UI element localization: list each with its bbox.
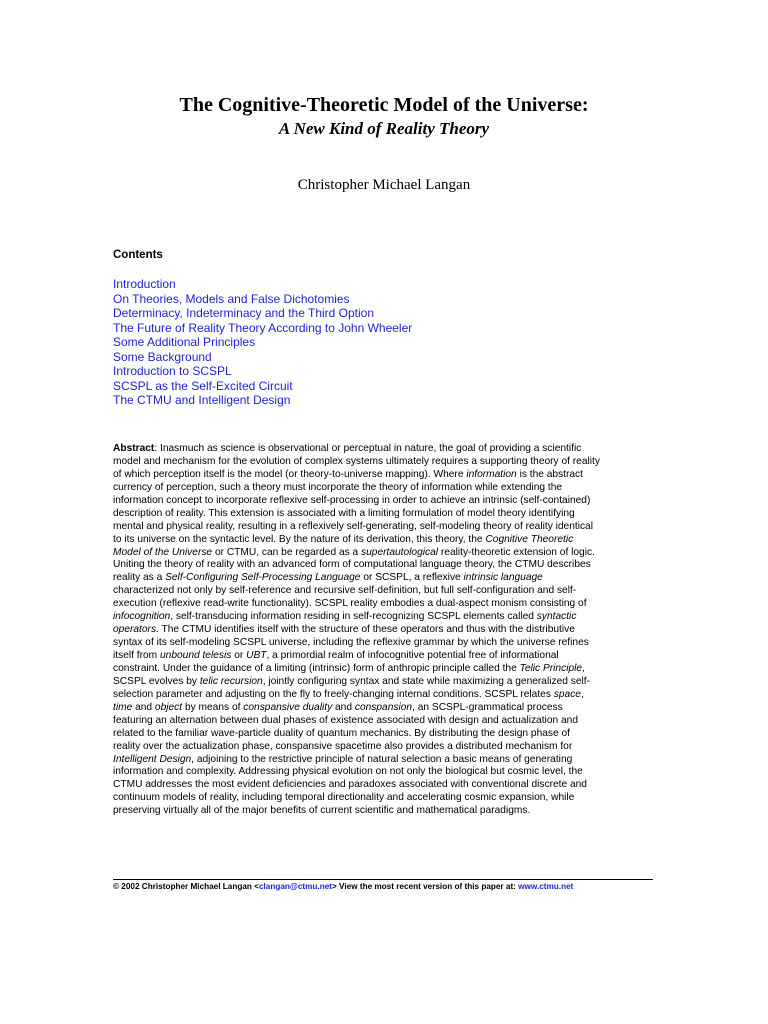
toc-item [113, 393, 412, 408]
abstract-term: object [154, 701, 183, 713]
abstract-text: constraint. Under the guidance of a limiting (intrinsic) form of anthropic principle called the [113, 662, 520, 674]
abstract-line [113, 676, 653, 689]
abstract-term: intrinsic language [463, 572, 543, 584]
author-name: Christopher Michael Langan [297, 177, 471, 193]
abstract-line [113, 521, 653, 534]
abstract-term: information [466, 468, 517, 480]
abstract-line [113, 702, 653, 715]
footer-site-link[interactable]: www.ctmu.net [518, 882, 574, 891]
abstract-term: Self-Configuring Self-Processing Language [165, 572, 361, 584]
abstract-text: execution (reflexive read-write functionality). SCSPL reality embodies a dual-aspect monism consisting of [113, 598, 587, 610]
abstract-line [113, 715, 653, 728]
abstract-term: Telic Principle [519, 662, 583, 674]
abstract-line [113, 456, 653, 469]
abstract-line [113, 482, 653, 495]
abstract-text: related to the familiar wave-particle duality of quantum mechanics. By distributing the design phase of [113, 727, 570, 739]
abstract-text: description of reality. This extension is associated with a limiting formulation of model theory identifying [113, 507, 575, 519]
table-of-contents [113, 277, 412, 408]
abstract-text: characterized not only by self-reference and recursive self-definition, but full self-configuration and self- [113, 585, 577, 597]
abstract-line [113, 598, 653, 611]
abstract-term: conspansive duality [243, 701, 333, 713]
footer-email-link[interactable]: clangan@ctmu.net [258, 882, 332, 891]
abstract-text: information concept to incorporate reflexive self-processing in order to achieve an intrinsic (self-contained) [113, 494, 591, 506]
abstract-term: unbound telesis [159, 650, 232, 661]
abstract-text: SCSPL evolves by [113, 675, 200, 687]
abstract-text: , self-transducing information residing in self-recognizing SCSPL elements called [170, 611, 537, 623]
abstract-term: time [113, 701, 133, 713]
abstract-label: Abstract [113, 443, 155, 454]
abstract-line [113, 495, 653, 508]
toc-item [113, 350, 412, 365]
toc-item [113, 379, 412, 394]
abstract-line [113, 650, 653, 663]
abstract-line [113, 689, 653, 702]
abstract-text: , [582, 662, 585, 674]
abstract-term: Intelligent Design [113, 753, 192, 765]
footer-divider [113, 879, 653, 880]
abstract-text: model and mechanism for the evolution of complex systems ultimately requires a supporting theory of reality [113, 455, 600, 467]
abstract-text: Uniting the theory of reality with an advanced form of computational language theory, the CTMU describes [113, 559, 591, 571]
abstract-line [113, 637, 653, 650]
abstract-line [113, 534, 653, 547]
abstract-text: information and complexity. Addressing physical evolution on not only the biological but cosmic level, the [113, 766, 583, 778]
abstract-line [113, 572, 653, 585]
abstract-line [113, 585, 653, 598]
abstract-term: Cognitive Theoretic [485, 533, 574, 545]
abstract-text: , an SCSPL-grammatical process [412, 701, 563, 713]
abstract-text: mental and physical reality, resulting in a reflexively self-generating, self-modeling theory of reality identical [113, 520, 593, 532]
toc-link[interactable]: Determinacy, Indeterminacy and the Third Option [113, 306, 375, 320]
abstract-text: reality over the actualization phase, conspansive spacetime also provides a distributed mechanism for [113, 740, 573, 752]
abstract-term: UBT [246, 650, 267, 661]
abstract-text: syntax of its self-modeling SCSPL universe, including the reflexive grammar by which the universe refines [113, 637, 589, 649]
abstract-text: . The CTMU identifies itself with the structure of these operators and thus with the distributive [156, 624, 575, 636]
toc-link[interactable]: Introduction [113, 277, 176, 291]
toc-item [113, 306, 412, 321]
document-subtitle: A New Kind of Reality Theory [278, 119, 490, 138]
abstract-text: CTMU addresses the most evident deficiencies and paradoxes associated with conventional discrete and [113, 779, 587, 791]
abstract-line [113, 741, 653, 754]
abstract-text: preserving virtually all of the major benefits of current scientific and mathematical paradigms. [113, 805, 531, 817]
abstract-term: supertautological [361, 546, 439, 558]
abstract-text: , [580, 688, 584, 700]
footer-middle-text: > View the most recent version of this paper at: [332, 882, 519, 891]
contents-heading: Contents [113, 249, 163, 261]
abstract-text: or CTMU, can be regarded as a [212, 546, 362, 558]
abstract-text: : Inasmuch as science is observational or perceptual in nature, the goal of providing a scientific [154, 443, 582, 454]
abstract-term: infocognition [113, 611, 171, 623]
abstract-text: , a primordial realm of infocognitive potential free of informational [266, 650, 559, 661]
abstract-line [113, 805, 653, 818]
abstract-text: by means of [182, 701, 244, 713]
abstract-line [113, 792, 653, 805]
abstract-text: currency of perception, such a theory must incorporate the theory of information while extending the [113, 481, 563, 493]
abstract-text: and [332, 701, 355, 713]
toc-item [113, 292, 412, 307]
footer-copyright: © 2002 Christopher Michael Langan < [113, 882, 259, 891]
abstract-text: of which perception itself is the model (or theory-to-universe mapping). Where [113, 468, 467, 480]
abstract-term: Model of the Universe [113, 546, 213, 558]
toc-link[interactable]: Some Background [113, 349, 212, 364]
abstract-term: telic recursion [199, 675, 263, 687]
footer [113, 881, 658, 892]
abstract-line [113, 559, 653, 572]
abstract-line [113, 624, 653, 637]
abstract-line [113, 469, 653, 482]
abstract-term: space [553, 688, 581, 700]
abstract-line [113, 766, 653, 779]
abstract-line [113, 547, 653, 560]
abstract-text: , adjoining to the restrictive principle of natural selection a basic means of generating [191, 753, 573, 765]
abstract-text: and [132, 701, 155, 713]
toc-link[interactable]: The Future of Reality Theory According to John Wheeler [113, 320, 413, 335]
toc-item [113, 335, 412, 350]
toc-item [113, 277, 412, 292]
abstract-line [113, 611, 653, 624]
abstract-line [113, 508, 653, 521]
abstract-text: reality as a [113, 572, 166, 584]
abstract-text: reality-theoretic extension of logic. [438, 546, 595, 558]
abstract-line [113, 779, 653, 792]
abstract-text: itself from [113, 650, 160, 661]
toc-link[interactable]: SCSPL as the Self-Excited Circuit [113, 378, 293, 393]
abstract-paragraph [113, 443, 653, 818]
abstract-text: continuum models of reality, including temporal directionality and accelerating cosmic expansion, while [113, 792, 575, 804]
abstract-term: operators [113, 624, 157, 636]
abstract-text: featuring an alternation between dual phases of existence associated with design and actualization and [113, 714, 578, 726]
abstract-text: is the abstract [516, 468, 583, 480]
toc-link[interactable]: Some Additional Principles [113, 335, 256, 349]
abstract-text: , jointly configuring syntax and state while maximizing a generalized self- [262, 675, 590, 687]
abstract-term: conspansion [354, 701, 413, 713]
toc-link[interactable]: On Theories, Models and False Dichotomies [113, 291, 350, 306]
toc-link[interactable]: Introduction to SCSPL [113, 364, 232, 378]
abstract-line [113, 728, 653, 741]
toc-item [113, 321, 412, 336]
abstract-text: or SCSPL, a reflexive [360, 572, 464, 584]
toc-link[interactable]: The CTMU and Intelligent Design [113, 393, 291, 407]
abstract-line [113, 443, 653, 456]
abstract-text: or [231, 650, 247, 661]
abstract-text: to its universe on the syntactic level. By the nature of its derivation, this theory, the [113, 533, 486, 545]
abstract-term: syntactic [536, 611, 577, 623]
document-title: The Cognitive-Theoretic Model of the Universe: [179, 94, 589, 116]
abstract-line [113, 754, 653, 767]
abstract-text: selection parameter and adjusting on the fly to freely-changing internal conditions. SCSPL relates [113, 688, 554, 700]
toc-item [113, 364, 412, 379]
abstract-line [113, 663, 653, 676]
